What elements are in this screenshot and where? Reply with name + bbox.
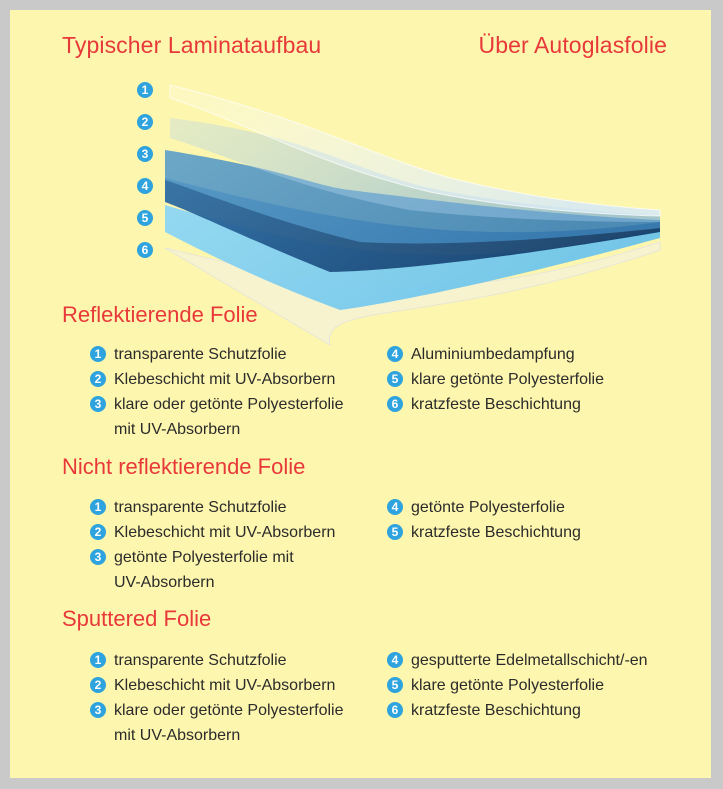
info-page	[10, 10, 711, 778]
sputtered-film-title: Sputtered Folie	[62, 606, 212, 631]
number-3-icon: 3	[90, 396, 106, 412]
layer-number-4: 4	[137, 178, 153, 194]
item-text: Klebeschicht mit UV-Absorbern	[114, 371, 336, 388]
about-window-film-title: Über Autoglasfolie	[478, 32, 667, 58]
sputtered-list-right	[387, 648, 707, 723]
list-item	[90, 367, 390, 392]
layer-number-1: 1	[137, 82, 153, 98]
item-text: transparente Schutzfolie	[114, 652, 287, 669]
number-4-icon: 4	[387, 652, 403, 668]
number-4-icon: 4	[387, 499, 403, 515]
laminate-structure-title: Typischer Laminataufbau	[62, 32, 322, 58]
number-4-icon: 4	[387, 346, 403, 362]
item-text-continued: mit UV-Absorbern	[114, 727, 241, 744]
number-3-icon: 3	[90, 702, 106, 718]
number-2-icon: 2	[90, 677, 106, 693]
number-3-icon: 3	[90, 549, 106, 565]
number-2-icon: 2	[90, 371, 106, 387]
non-reflective-list-right	[387, 495, 707, 545]
item-text-continued: UV-Absorbern	[114, 574, 215, 591]
item-text: getönte Polyesterfolie mit	[114, 549, 294, 566]
item-text: klare getönte Polyesterfolie	[411, 371, 604, 388]
number-6-icon: 6	[387, 396, 403, 412]
item-text: Aluminiumbedampfung	[411, 346, 575, 363]
laminate-diagram	[10, 10, 711, 350]
reflective-list-left	[90, 342, 390, 442]
list-item	[90, 495, 390, 520]
number-5-icon: 5	[387, 524, 403, 540]
list-item	[387, 392, 707, 417]
item-text: kratzfeste Beschichtung	[411, 702, 581, 719]
list-item	[387, 673, 707, 698]
number-5-icon: 5	[387, 677, 403, 693]
list-item	[90, 673, 390, 698]
number-1-icon: 1	[90, 346, 106, 362]
item-text-continued: mit UV-Absorbern	[114, 421, 241, 438]
reflective-film-title: Reflektierende Folie	[62, 302, 258, 327]
list-item	[387, 342, 707, 367]
number-1-icon: 1	[90, 499, 106, 515]
layer-number-2: 2	[137, 114, 153, 130]
item-text: gesputterte Edelmetallschicht/-en	[411, 652, 648, 669]
item-text: getönte Polyesterfolie	[411, 499, 565, 516]
item-text: transparente Schutzfolie	[114, 346, 287, 363]
list-item	[387, 495, 707, 520]
item-text: klare getönte Polyesterfolie	[411, 677, 604, 694]
item-text: Klebeschicht mit UV-Absorbern	[114, 677, 336, 694]
list-item	[90, 648, 390, 673]
number-2-icon: 2	[90, 524, 106, 540]
item-text: kratzfeste Beschichtung	[411, 524, 581, 541]
list-item	[387, 648, 707, 673]
list-item	[387, 520, 707, 545]
item-text: Klebeschicht mit UV-Absorbern	[114, 524, 336, 541]
item-text: klare oder getönte Polyesterfolie	[114, 396, 344, 413]
list-item	[90, 545, 390, 595]
list-item	[90, 520, 390, 545]
list-item	[387, 698, 707, 723]
sputtered-list-left	[90, 648, 390, 748]
layer-number-6: 6	[137, 242, 153, 258]
list-item	[387, 367, 707, 392]
layer-number-5: 5	[137, 210, 153, 226]
number-5-icon: 5	[387, 371, 403, 387]
non-reflective-list-left	[90, 495, 390, 595]
item-text: klare oder getönte Polyesterfolie	[114, 702, 344, 719]
list-item	[90, 698, 390, 748]
number-1-icon: 1	[90, 652, 106, 668]
non-reflective-film-title: Nicht reflektierende Folie	[62, 454, 306, 479]
laminate-layers-illustration	[10, 10, 711, 350]
item-text: kratzfeste Beschichtung	[411, 396, 581, 413]
list-item	[90, 342, 390, 367]
list-item	[90, 392, 390, 442]
layer-number-3: 3	[137, 146, 153, 162]
number-6-icon: 6	[387, 702, 403, 718]
item-text: transparente Schutzfolie	[114, 499, 287, 516]
reflective-list-right	[387, 342, 707, 417]
